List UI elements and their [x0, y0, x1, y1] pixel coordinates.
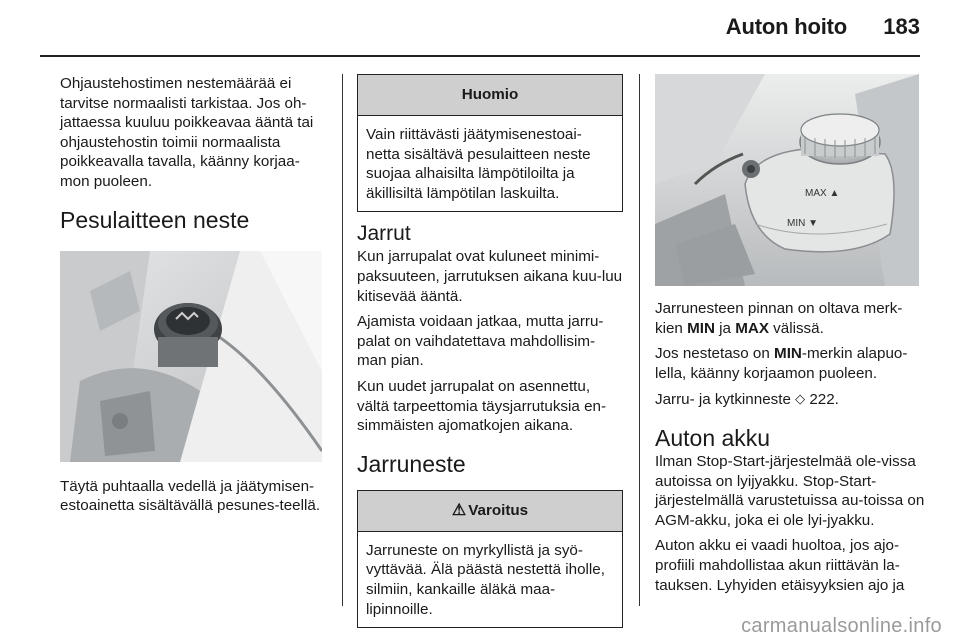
level-text-pre: Jarrunesteen pinnan on oltava merk-kien	[655, 300, 903, 337]
header-rule	[40, 55, 920, 57]
brake-fluid-reservoir-photo	[655, 74, 919, 286]
warning-box-text: Jarruneste on myrkyllistä ja syö-vyttävää. Älä päästä nestettä iholle, silmiin, kankaille äläkä maa-lipinnoille.	[358, 531, 622, 627]
brakes-paragraph-1: Kun jarrupalat ovat kuluneet minimi-paksuuteen, jarrutuksen aikana kuu-luu kitisevää ääntä.	[357, 248, 623, 305]
max-mark-label: MAX ▲	[805, 188, 840, 199]
battery-paragraph-1: Ilman Stop-Start-järjestelmää ole-vissa autoissa on lyijyakku. Stop-Start-järjestelmällä varustetuissa au-toissa on AGM-akku, joka ei ole lyi-jyakku.	[655, 452, 925, 529]
max-mark-text: MAX	[735, 319, 769, 337]
brakes-heading: Jarrut	[357, 222, 411, 246]
column-divider-2	[639, 74, 640, 606]
level-text-post: välissä.	[768, 319, 824, 337]
header-title: Auton hoito	[725, 14, 847, 39]
watermark: carmanualsonline.info	[741, 615, 942, 637]
cross-reference-paragraph	[655, 389, 925, 410]
warning-box-title: Varoitus	[468, 501, 529, 519]
low-min-mark-text: MIN	[774, 345, 802, 363]
brakes-paragraph-3: Kun uudet jarrupalat on asennettu, vältä tarpeettomia täysjarrutuksia en-simmäisten ajomatkojen aikana.	[357, 377, 607, 435]
low-text-pre: Jos nestetaso on	[655, 345, 775, 363]
reference-page: 222.	[805, 391, 839, 409]
note-box	[357, 74, 623, 212]
brake-fluid-level-paragraph	[655, 299, 925, 338]
washer-reservoir-illustration	[60, 251, 322, 462]
column-2	[357, 74, 623, 628]
warning-box	[357, 490, 623, 628]
page-number: 183	[883, 14, 920, 39]
note-box-title: Huomio	[358, 75, 622, 115]
brake-reservoir-illustration	[655, 74, 919, 286]
column-1	[60, 74, 326, 522]
brake-fluid-heading: Jarruneste	[357, 450, 466, 477]
page-reference-arrow-icon: ◇	[795, 391, 806, 407]
low-text-post: -merkin alapuo-lella, käänny korjaamon puoleen.	[655, 345, 908, 382]
page-header	[0, 0, 960, 58]
steering-fluid-paragraph: Ohjaustehostimen nestemäärää ei tarvitse normaalisti tarkistaa. Jos oh-jattaessa kuuluu poikkeavaa ääntä tai ohjaustehostin toimii normaalista poikkeavalla tavalla, käänny korjaa-mon puoleen.	[60, 75, 314, 190]
washer-fluid-heading: Pesulaitteen neste	[60, 206, 250, 233]
level-text-mid: ja	[714, 319, 736, 337]
battery-paragraph-2: Auton akku ei vaadi huoltoa, jos ajo-profiili mahdollistaa akun riittävän la-tauksen. Lyhyiden etäisyyksien ajo ja	[655, 537, 905, 594]
battery-heading: Auton akku	[655, 424, 771, 451]
brakes-paragraph-2: Ajamista voidaan jatkaa, mutta jarru-palat on vaihdatettava mahdollisim-man pian.	[357, 313, 604, 370]
column-3	[655, 74, 925, 601]
low-level-paragraph	[655, 344, 925, 383]
column-divider-1	[342, 74, 343, 606]
reference-text: Jarru- ja kytkinneste	[655, 391, 796, 409]
warning-box-header	[358, 491, 622, 531]
warning-triangle-icon: ⚠	[451, 501, 467, 519]
washer-reservoir-photo	[60, 251, 322, 462]
note-box-text: Vain riittävästi jäätymisenestoai-netta sisältävä pesulaitteen neste suojaa alhaisilta lämpötiloilta ja äkillisiltä lämpötilan laskuilta.	[358, 115, 622, 211]
min-mark-text: MIN	[687, 319, 715, 337]
washer-fill-caption: Täytä puhtaalla vedellä ja jäätymisen-estoainetta sisältävällä pesunes-teellä.	[60, 477, 321, 515]
min-mark-label: MIN ▼	[787, 218, 819, 229]
